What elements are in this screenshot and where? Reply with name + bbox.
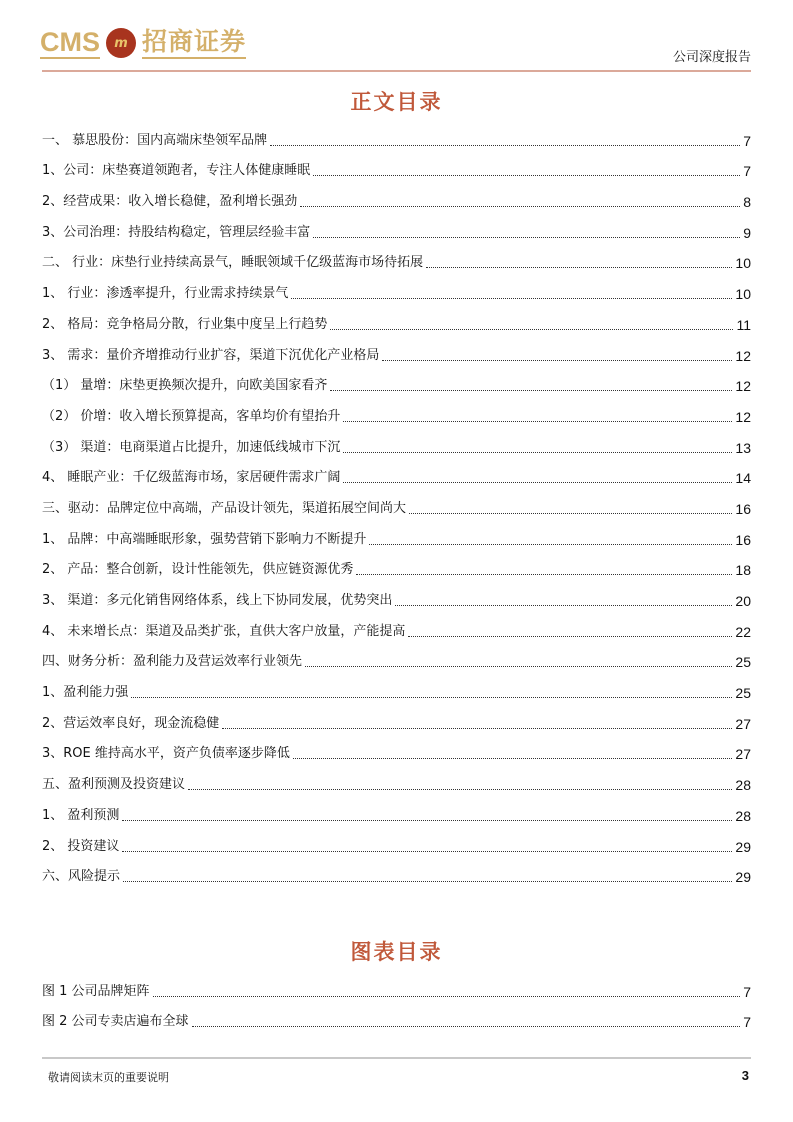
entry-label: 1、 行业：渗透率提升，行业需求持续景气 [42, 286, 289, 302]
entry-label: 3、ROE 维持高水平，资产负债率逐步降低 [42, 746, 290, 762]
dot-leader [122, 820, 732, 821]
entry-label: 1、 盈利预测 [42, 807, 120, 823]
entry-label: 2、经营成果：收入增长稳健，盈利增长强劲 [42, 194, 298, 210]
dot-leader [369, 544, 732, 545]
toc-entry[interactable] [42, 646, 751, 677]
entry-label: （1） 量增：床垫更换频次提升，向欧美国家看齐 [42, 378, 328, 394]
toc-entry[interactable] [42, 247, 751, 278]
dot-leader [188, 789, 732, 790]
dot-leader [408, 636, 732, 637]
page-number: 3 [741, 1068, 749, 1083]
toc-entry[interactable] [42, 830, 751, 861]
company-logo [40, 27, 246, 59]
entry-page: 12 [735, 347, 751, 364]
toc-entry[interactable] [42, 523, 751, 554]
entry-page: 10 [735, 255, 751, 272]
header-divider [42, 70, 751, 72]
dot-leader [122, 851, 732, 852]
entry-label: 一、 慕思股份：国内高端床垫领军品牌 [42, 132, 268, 148]
figure-list-title: 图表目录 [350, 940, 443, 964]
dot-leader [356, 574, 732, 575]
toc-entry[interactable] [42, 308, 751, 339]
entry-page: 16 [735, 500, 751, 517]
entry-page: 27 [735, 715, 751, 732]
toc-entry[interactable] [42, 799, 751, 830]
entry-page: 25 [735, 654, 751, 671]
dot-leader [270, 145, 740, 146]
entry-label: 4、 睡眠产业：千亿级蓝海市场，家居硬件需求广阔 [42, 470, 341, 486]
entry-page: 28 [735, 807, 751, 824]
entry-page: 7 [743, 983, 751, 1000]
toc-entry[interactable] [42, 768, 751, 799]
entry-page: 20 [735, 593, 751, 609]
entry-label: 2、营运效率良好，现金流稳健 [42, 715, 220, 731]
dot-leader [330, 329, 733, 330]
dot-leader [305, 666, 732, 667]
entry-page: 12 [735, 378, 751, 395]
toc-entry[interactable] [42, 707, 751, 738]
footer-note: 敬请阅读末页的重要说明 [48, 1071, 169, 1084]
figure-entry[interactable] [42, 1006, 751, 1037]
entry-label: 1、 品牌：中高端睡眠形象，强势营销下影响力不断提升 [42, 531, 367, 547]
dot-leader [222, 728, 732, 729]
entry-page: 16 [735, 531, 751, 548]
entry-page: 12 [735, 408, 751, 425]
toc-entry[interactable] [42, 216, 751, 247]
dot-leader [313, 237, 740, 238]
toc-entry[interactable] [42, 431, 751, 462]
logo-chinese: 招商证券 [142, 27, 246, 59]
dot-leader [131, 697, 732, 698]
entry-page: 14 [735, 470, 751, 487]
entry-page: 22 [735, 623, 751, 640]
dot-leader [153, 996, 741, 997]
footer-divider [42, 1057, 751, 1059]
entry-label: 五、盈利预测及投资建议 [42, 777, 186, 793]
toc-entry[interactable] [42, 492, 751, 523]
toc-list [42, 124, 751, 891]
toc-entry[interactable] [42, 185, 751, 216]
dot-leader [382, 360, 732, 361]
toc-entry[interactable] [42, 339, 751, 370]
toc-entry[interactable] [42, 554, 751, 585]
entry-page: 29 [735, 869, 751, 886]
entry-label: 图 2 公司专卖店遍布全球 [42, 1014, 189, 1030]
toc-entry[interactable] [42, 400, 751, 431]
entry-label: 三、驱动：品牌定位中高端，产品设计领先，渠道拓展空间尚大 [42, 500, 407, 516]
entry-label: （3） 渠道：电商渠道占比提升，加速低线城市下沉 [42, 439, 341, 455]
dot-leader [330, 390, 732, 391]
entry-label: 2、 投资建议 [42, 838, 120, 854]
logo-latin: CMS [40, 27, 100, 57]
entry-page: 10 [735, 286, 751, 303]
logo-seal-icon: m [106, 28, 136, 58]
entry-label: 1、盈利能力强 [42, 685, 129, 701]
entry-label: 3、公司治理：持股结构稳定，管理层经验丰富 [42, 224, 311, 240]
toc-title: 正文目录 [350, 90, 443, 114]
entry-label: 2、 产品：整合创新，设计性能领先，供应链资源优秀 [42, 562, 354, 578]
entry-page: 7 [743, 163, 751, 180]
entry-page: 11 [736, 316, 751, 333]
entry-label: 四、财务分析：盈利能力及营运效率行业领先 [42, 654, 303, 670]
dot-leader [313, 175, 740, 176]
dot-leader [293, 758, 733, 759]
figure-entry[interactable] [42, 975, 751, 1006]
toc-entry[interactable] [42, 277, 751, 308]
entry-page: 7 [743, 132, 751, 149]
toc-entry[interactable] [42, 124, 751, 155]
entry-page: 9 [743, 224, 751, 241]
dot-leader [192, 1026, 741, 1027]
entry-label: 4、 未来增长点：渠道及品类扩张，直供大客户放量，产能提高 [42, 623, 406, 639]
dot-leader [343, 452, 732, 453]
toc-entry[interactable] [42, 615, 751, 646]
entry-label: 六、风险提示 [42, 869, 121, 885]
figure-list [42, 975, 751, 1036]
entry-label: （2） 价增：收入增长预算提高，客单均价有望抬升 [42, 408, 341, 424]
entry-label: 二、 行业：床垫行业持续高景气，睡眠领域千亿级蓝海市场待拓展 [42, 255, 424, 271]
document-type: 公司深度报告 [672, 50, 751, 65]
dot-leader [343, 421, 732, 422]
dot-leader [291, 298, 732, 299]
entry-label: 3、 渠道：多元化销售网络体系，线上下协同发展，优势突出 [42, 593, 393, 608]
entry-label: 图 1 公司品牌矩阵 [42, 983, 150, 999]
entry-page: 13 [735, 439, 751, 456]
entry-page: 28 [735, 777, 751, 794]
toc-entry[interactable] [42, 738, 751, 769]
dot-leader [426, 267, 732, 268]
entry-page: 7 [743, 1014, 751, 1031]
entry-page: 29 [735, 838, 751, 855]
entry-page: 27 [735, 746, 751, 763]
toc-entry[interactable] [42, 462, 751, 493]
dot-leader [409, 513, 732, 514]
dot-leader [395, 605, 732, 606]
entry-page: 25 [735, 685, 751, 702]
entry-page: 8 [743, 194, 751, 211]
toc-entry[interactable] [42, 676, 751, 707]
entry-label: 3、 需求：量价齐增推动行业扩容，渠道下沉优化产业格局 [42, 347, 380, 363]
dot-leader [343, 482, 732, 483]
entry-label: 2、 格局：竞争格局分散，行业集中度呈上行趋势 [42, 316, 328, 332]
toc-entry[interactable] [42, 861, 751, 892]
entry-label: 1、公司：床垫赛道领跑者，专注人体健康睡眠 [42, 163, 311, 179]
toc-entry[interactable] [42, 584, 751, 615]
entry-page: 18 [735, 562, 751, 579]
toc-entry[interactable] [42, 370, 751, 401]
toc-entry[interactable] [42, 155, 751, 186]
dot-leader [123, 881, 732, 882]
dot-leader [300, 206, 740, 207]
